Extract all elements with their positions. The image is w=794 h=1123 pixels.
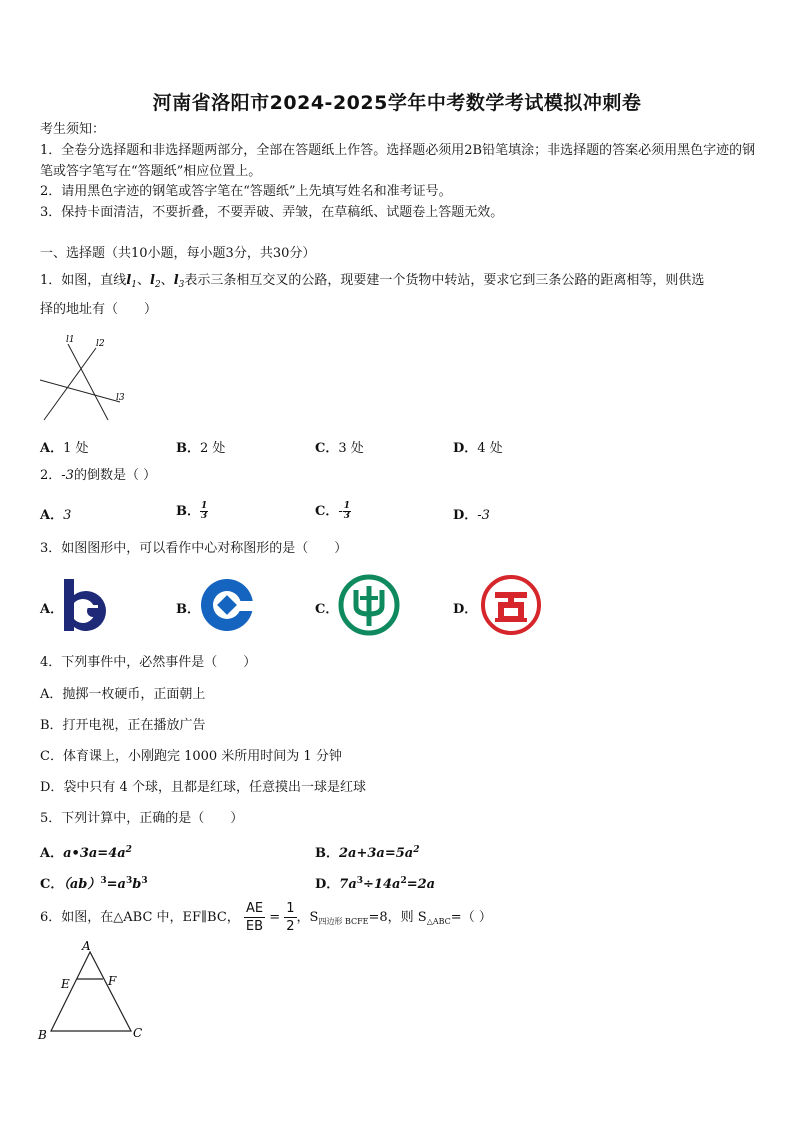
q4-option-b[interactable]: B．打开电视，正在播放广告 — [40, 718, 206, 733]
q6-sub-quadrilateral: 四边形 BCFE — [318, 917, 369, 926]
question-6-figure — [34, 938, 154, 1046]
logo-d-icon[interactable] — [480, 574, 542, 636]
q3-option-d-key[interactable]: D． — [453, 602, 478, 617]
logo-a-icon[interactable] — [62, 575, 120, 635]
q1-option-c-key: C． — [315, 441, 339, 456]
q2-option-d-key: D． — [453, 508, 478, 523]
question-1-figure — [36, 330, 136, 425]
q5-option-d-p2: ÷14a — [363, 877, 401, 892]
notice-item-1: 1．全卷分选择题和非选择题两部分，全部在答题纸上作答。选择题必须用2B铅笔填涂；非选择题的答案必须用黑色字迹的钢笔或答字笔写在“答题纸”相应位置上。 — [40, 143, 756, 179]
q2-option-b-num: 1 — [201, 501, 208, 511]
q5-option-b-key: B． — [315, 846, 339, 861]
q2-option-c[interactable] — [315, 500, 351, 521]
notice-item-3: 3．保持卡面清洁，不要折叠，不要弄破、弄皱，在草稿纸、试题卷上答题无效。 — [40, 205, 504, 220]
q1-option-b-value: 2 处 — [200, 441, 226, 456]
label-c: C — [133, 1026, 143, 1040]
line-l3 — [40, 380, 120, 402]
q1-sep1: 、 — [136, 273, 150, 288]
question-3-stem: 3．如图图形中，可以看作中心对称图形的是（ ） — [40, 541, 348, 556]
q6-equals: = — [269, 910, 281, 925]
q1-l2-sub: 2 — [154, 280, 161, 290]
q1-option-a-value: 1 处 — [63, 441, 89, 456]
q1-option-c[interactable] — [315, 437, 364, 456]
q5-option-a-expr: a•3a=4a — [63, 846, 126, 861]
q2-option-a[interactable] — [40, 504, 71, 523]
q6-half-num: 1 — [286, 901, 295, 916]
q4-option-d[interactable]: D．袋中只有 4 个球，且都是红球，任意摸出一球是红球 — [40, 780, 366, 795]
triangle-abc — [51, 952, 131, 1031]
section-heading: 一、选择题（共10小题，每小题3分，共30分） — [40, 246, 316, 261]
q1-l3: l — [173, 273, 179, 288]
question-5-stem: 5．下列计算中，正确的是（ ） — [40, 811, 244, 826]
q2-option-a-key: A． — [40, 508, 64, 523]
label-a: A — [82, 939, 91, 953]
q1-option-a[interactable] — [40, 437, 89, 456]
q2-option-b-den: 3 — [201, 511, 208, 521]
q4-option-a[interactable]: A．抛掷一枚硬币，正面朝上 — [40, 687, 206, 702]
q1-sep2: 、 — [160, 273, 174, 288]
q6-half-den: 2 — [286, 919, 295, 934]
q1-l1: l — [126, 273, 132, 288]
q6-sub-triangle: △ABC — [426, 917, 451, 926]
q5-option-d-p3: =2a — [406, 877, 436, 892]
q5-option-c-e3: 3 — [141, 876, 148, 886]
q2-prefix: 2． — [40, 468, 62, 483]
q1-l2: l — [149, 273, 155, 288]
q1-option-d-value: 4 处 — [477, 441, 503, 456]
page-title: 河南省洛阳市2024-2025学年中考数学考试模拟冲刺卷 — [152, 92, 642, 114]
q5-option-c-p2: =a — [106, 877, 126, 892]
q3-option-a-key[interactable]: A． — [40, 602, 64, 617]
q3-option-c-key[interactable]: C． — [315, 602, 339, 617]
q5-option-b[interactable] — [315, 842, 419, 861]
q5-option-d-p1: 7a — [339, 877, 357, 892]
q5-option-a-exp: 2 — [125, 845, 132, 855]
q5-option-d-e1: 3 — [356, 876, 364, 886]
q1-option-b-key: B． — [176, 441, 200, 456]
q5-option-c-p3: b — [132, 877, 142, 892]
label-e: E — [61, 977, 70, 991]
q5-option-d-e2: 2 — [400, 876, 407, 886]
q1-prefix: 1．如图，直线 — [40, 273, 127, 288]
q5-option-c[interactable] — [40, 873, 148, 892]
q2-expression: -3 — [61, 468, 74, 483]
q6-frac-num: AE — [245, 901, 264, 916]
q6-mid: ，S — [296, 910, 319, 925]
q1-option-a-key: A． — [40, 441, 64, 456]
label-l3: l3 — [116, 393, 125, 403]
q2-option-c-num: 1 — [343, 501, 351, 511]
notice-item-2: 2．请用黑色字迹的钢笔或答字笔在“答题纸”上先填写姓名和准考证号。 — [40, 184, 452, 199]
logo-c-icon[interactable] — [338, 574, 400, 636]
q2-option-b-fraction — [200, 502, 208, 521]
q5-option-c-e1: 3 — [100, 876, 107, 886]
q4-option-c[interactable]: C．体育课上，小刚跑完 1000 米所用时间为 1 分钟 — [40, 749, 342, 764]
q6-half-fraction — [284, 900, 296, 935]
question-1-stem — [40, 271, 704, 295]
q2-rest: 的倒数是（ ） — [73, 468, 157, 483]
question-4-stem: 4．下列事件中，必然事件是（ ） — [40, 655, 257, 670]
q2-option-c-fraction — [343, 502, 351, 521]
q2-option-d-value: -3 — [477, 508, 490, 523]
q2-option-d[interactable] — [453, 504, 490, 523]
label-l2: l2 — [96, 339, 105, 349]
notice-heading: 考生须知： — [40, 122, 106, 137]
line-l1 — [68, 344, 108, 420]
q5-option-c-e2: 3 — [125, 876, 133, 886]
q2-option-b-key: B． — [176, 504, 200, 519]
q1-option-c-value: 3 处 — [338, 441, 364, 456]
q5-option-a[interactable] — [40, 842, 132, 861]
q1-option-b[interactable] — [176, 437, 225, 456]
q1-option-d-key: D． — [453, 441, 478, 456]
q2-option-c-sign: - — [338, 504, 343, 519]
line-l2 — [44, 348, 96, 420]
q2-option-b[interactable] — [176, 500, 208, 521]
q5-option-a-key: A． — [40, 846, 64, 861]
q1-rest: 表示三条相互交叉的公路，现要建一个货物中转站，要求它到三条公路的距离相等，则供选 — [184, 273, 705, 288]
q1-option-d[interactable] — [453, 437, 503, 456]
q6-end: =（ ） — [450, 910, 492, 925]
label-f: F — [108, 974, 117, 988]
label-l1: l1 — [66, 335, 75, 345]
logo-b-icon[interactable] — [198, 575, 256, 635]
q5-option-c-key: C． — [40, 877, 64, 892]
question-2-stem — [40, 466, 156, 486]
q2-option-c-den: 3 — [343, 511, 351, 521]
q6-eq2: =8，则 S — [368, 910, 427, 925]
q2-option-c-key: C． — [315, 504, 339, 519]
q6-prefix: 6．如图，在△ABC 中，EF∥BC， — [40, 910, 240, 925]
question-1-stem-line2: 择的地址有（ ） — [40, 302, 158, 317]
q1-l1-sub: 1 — [131, 280, 137, 290]
q5-option-d[interactable] — [315, 873, 435, 892]
question-6-stem — [40, 900, 492, 935]
q6-ratio-fraction — [244, 900, 265, 935]
q5-option-d-key: D． — [315, 877, 340, 892]
q2-option-a-value: 3 — [63, 508, 72, 523]
q5-option-c-p1: （ab） — [63, 877, 101, 892]
q3-option-b-key[interactable]: B． — [176, 602, 200, 617]
q1-l3-sub: 3 — [178, 280, 185, 290]
label-b: B — [38, 1028, 47, 1042]
q5-option-b-exp: 2 — [413, 845, 420, 855]
q6-frac-den: EB — [245, 919, 264, 934]
q5-option-b-expr: 2a+3a=5a — [339, 846, 414, 861]
